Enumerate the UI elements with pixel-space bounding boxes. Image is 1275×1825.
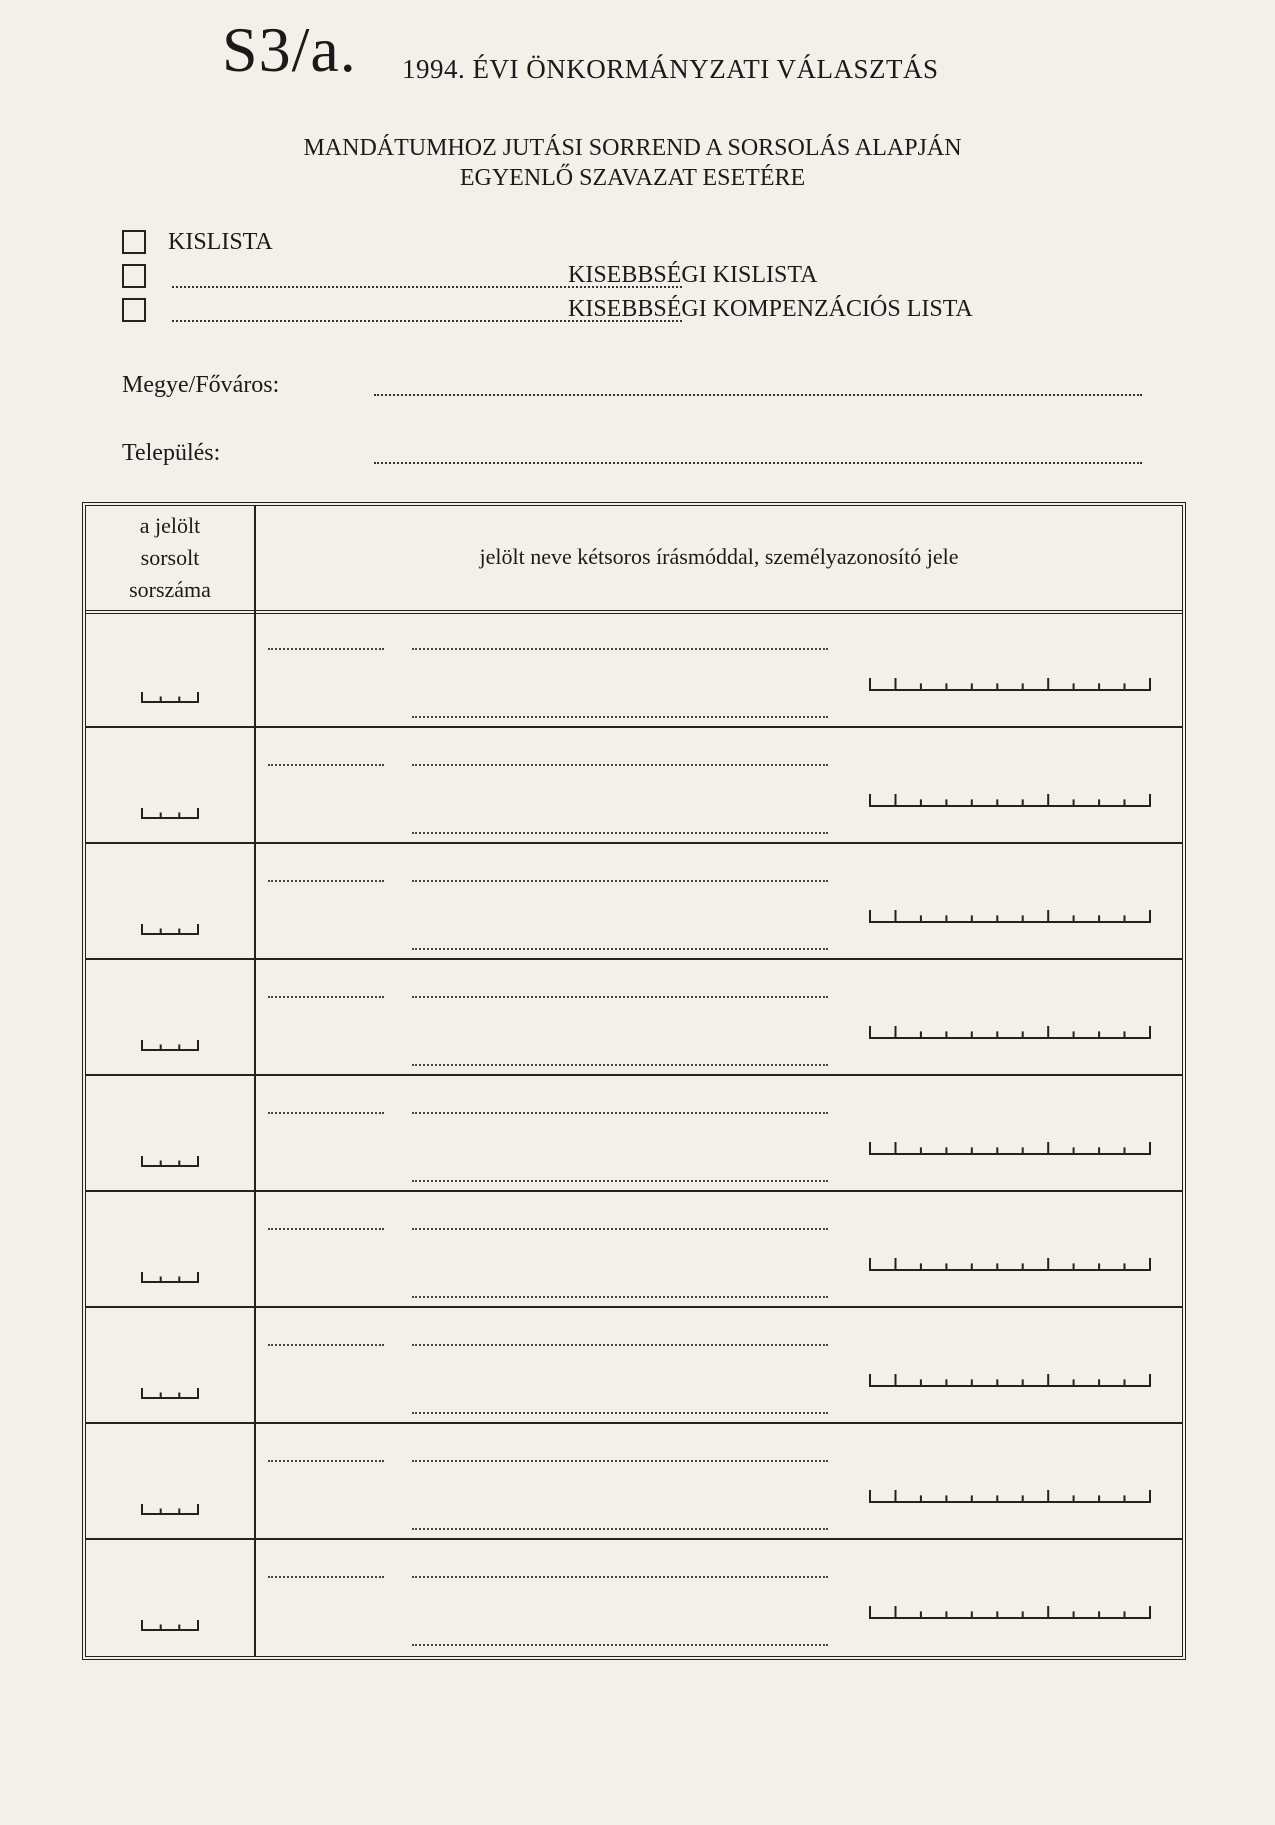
- personal-id-boxes[interactable]: [870, 1258, 1150, 1270]
- header-candidate-name-id: jelölt neve kétsoros írásmóddal, személyazonosító jele: [479, 544, 959, 569]
- table-row: [86, 1424, 1182, 1540]
- table-row: [86, 1308, 1182, 1424]
- kislista-checkbox[interactable]: [122, 230, 146, 254]
- form-subtitle-line1: MANDÁTUMHOZ JUTÁSI SORREND A SORSOLÁS ALAPJÁN: [303, 135, 962, 161]
- surname-dotted-field[interactable]: [412, 1576, 828, 1578]
- settlement-label: Település:: [122, 440, 221, 466]
- settlement-field[interactable]: [374, 462, 1142, 464]
- draw-number-boxes[interactable]: [142, 1156, 198, 1166]
- header-draw-number-line3: sorszáma: [129, 577, 211, 602]
- personal-id-boxes[interactable]: [870, 794, 1150, 806]
- first-name-dotted-field[interactable]: [268, 1228, 384, 1230]
- surname-dotted-field[interactable]: [412, 996, 828, 998]
- second-line-dotted-field[interactable]: [412, 1412, 828, 1414]
- second-line-dotted-field[interactable]: [412, 716, 828, 718]
- header-draw-number: [86, 510, 254, 606]
- surname-dotted-field[interactable]: [412, 648, 828, 650]
- table-row: [86, 844, 1182, 960]
- candidate-table: [82, 502, 1186, 1660]
- surname-dotted-field[interactable]: [412, 1460, 828, 1462]
- county-field[interactable]: [374, 394, 1142, 396]
- kislista-label: KISLISTA: [168, 228, 273, 255]
- surname-dotted-field[interactable]: [412, 1112, 828, 1114]
- first-name-dotted-field[interactable]: [268, 1460, 384, 1462]
- minority-list-checkbox[interactable]: [122, 264, 146, 288]
- first-name-dotted-field[interactable]: [268, 996, 384, 998]
- table-row: [86, 612, 1182, 728]
- draw-number-boxes[interactable]: [142, 1504, 198, 1514]
- compensation-list-label: KISEBBSÉGI KOMPENZÁCIÓS LISTA: [568, 296, 973, 322]
- minority-list-label: KISEBBSÉGI KISLISTA: [568, 262, 818, 288]
- compensation-list-checkbox[interactable]: [122, 298, 146, 322]
- second-line-dotted-field[interactable]: [412, 1296, 828, 1298]
- table-row: [86, 960, 1182, 1076]
- surname-dotted-field[interactable]: [412, 880, 828, 882]
- form-code: S3/a.: [222, 14, 357, 85]
- table-row: [86, 1076, 1182, 1192]
- form-title: 1994. ÉVI ÖNKORMÁNYZATI VÁLASZTÁS: [402, 54, 939, 84]
- header-draw-number-line2: sorsolt: [140, 545, 200, 570]
- county-label: Megye/Főváros:: [122, 372, 280, 398]
- option-minority-compensation-list[interactable]: [122, 296, 1022, 324]
- personal-id-boxes[interactable]: [870, 1490, 1150, 1502]
- first-name-dotted-field[interactable]: [268, 648, 384, 650]
- personal-id-boxes[interactable]: [870, 1142, 1150, 1154]
- personal-id-boxes[interactable]: [870, 678, 1150, 690]
- option-minority-list[interactable]: [122, 262, 1022, 290]
- draw-number-boxes[interactable]: [142, 808, 198, 818]
- second-line-dotted-field[interactable]: [412, 1528, 828, 1530]
- header-draw-number-line1: a jelölt: [139, 513, 201, 538]
- second-line-dotted-field[interactable]: [412, 1064, 828, 1066]
- first-name-dotted-field[interactable]: [268, 764, 384, 766]
- table-row: [86, 1540, 1182, 1656]
- second-line-dotted-field[interactable]: [412, 1644, 828, 1646]
- draw-number-boxes[interactable]: [142, 692, 198, 702]
- personal-id-boxes[interactable]: [870, 1606, 1150, 1618]
- table-row: [86, 728, 1182, 844]
- surname-dotted-field[interactable]: [412, 1344, 828, 1346]
- first-name-dotted-field[interactable]: [268, 1576, 384, 1578]
- second-line-dotted-field[interactable]: [412, 1180, 828, 1182]
- draw-number-boxes[interactable]: [142, 1388, 198, 1398]
- second-line-dotted-field[interactable]: [412, 948, 828, 950]
- first-name-dotted-field[interactable]: [268, 1112, 384, 1114]
- draw-number-boxes[interactable]: [142, 1620, 198, 1630]
- first-name-dotted-field[interactable]: [268, 880, 384, 882]
- personal-id-boxes[interactable]: [870, 1374, 1150, 1386]
- form-subtitle-line2: EGYENLŐ SZAVAZAT ESETÉRE: [459, 165, 806, 191]
- surname-dotted-field[interactable]: [412, 764, 828, 766]
- option-kislista[interactable]: [122, 228, 273, 256]
- personal-id-boxes[interactable]: [870, 910, 1150, 922]
- table-row: [86, 1192, 1182, 1308]
- personal-id-boxes[interactable]: [870, 1026, 1150, 1038]
- draw-number-boxes[interactable]: [142, 1272, 198, 1282]
- draw-number-boxes[interactable]: [142, 924, 198, 934]
- second-line-dotted-field[interactable]: [412, 832, 828, 834]
- surname-dotted-field[interactable]: [412, 1228, 828, 1230]
- first-name-dotted-field[interactable]: [268, 1344, 384, 1346]
- draw-number-boxes[interactable]: [142, 1040, 198, 1050]
